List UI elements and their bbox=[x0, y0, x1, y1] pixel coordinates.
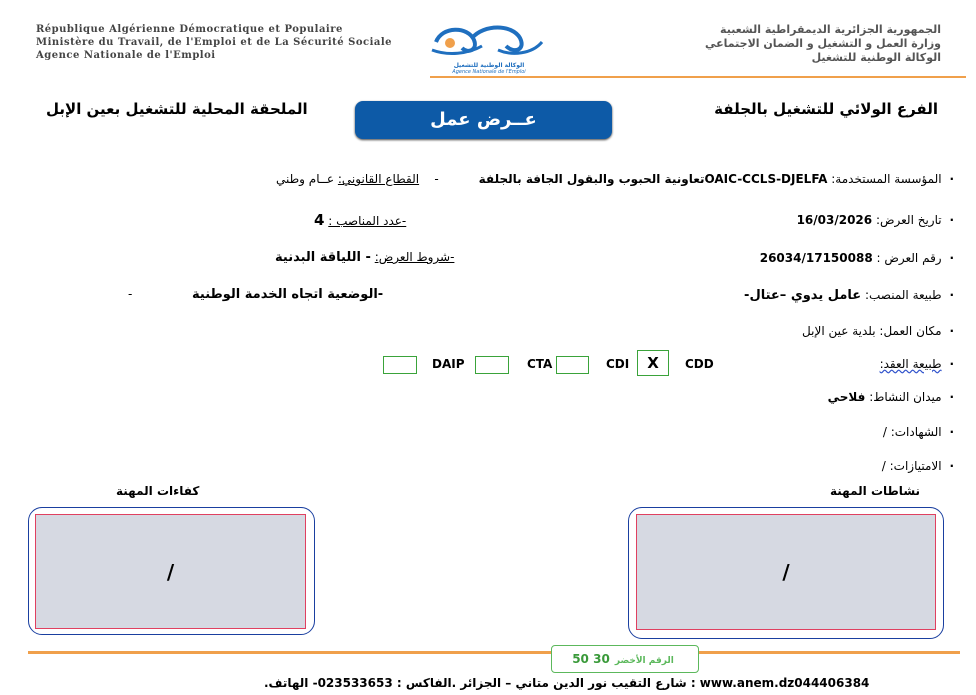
activities-panel bbox=[628, 507, 944, 639]
header-fr-line-2: Ministère du Travail, de l'Emploi et de La Sécurité Sociale bbox=[36, 37, 393, 48]
green-number-badge bbox=[551, 645, 699, 673]
contract-cta-checkbox[interactable] bbox=[556, 356, 589, 374]
skills-panel-title: كفاءات المهنة bbox=[116, 484, 200, 498]
header-fr-line-3: Agence Nationale de l'Emploi bbox=[36, 50, 216, 61]
date-value: 16/03/2026 bbox=[796, 213, 873, 227]
workplace-value: بلدية عين الإبل bbox=[802, 324, 876, 338]
contract-cdd-label: CDD bbox=[685, 357, 714, 371]
positions-value: 4 bbox=[314, 211, 325, 229]
contract-label: طبيعة العقد: bbox=[879, 357, 942, 371]
offer-number-label: رقم العرض : bbox=[876, 251, 942, 265]
row-benefits: · الامتيازات: / bbox=[881, 459, 954, 473]
header-ar-line-2: وزارة العمل و التشغيل و الضمان الاجتماعي bbox=[705, 37, 941, 50]
row-employer: · المؤسسة المستخدمة: OAIC-CCLS-DJELFAتعاونية الحبوب والبقول الجافة بالجلفة bbox=[478, 172, 954, 186]
offer-number-value: 26034/17150088 bbox=[759, 251, 873, 265]
activity-field-label: ميدان النشاط: bbox=[869, 390, 942, 404]
diplomas-label: الشهادات: bbox=[890, 425, 942, 439]
military-dash: - bbox=[128, 287, 133, 301]
contract-daip-checkbox[interactable] bbox=[383, 356, 417, 374]
conditions-label: -شروط العرض: bbox=[374, 250, 455, 264]
title-branch-right: الفرع الولائي للتشغيل بالجلفة bbox=[714, 100, 938, 118]
row-date: · تاريخ العرض: 16/03/2026 bbox=[796, 213, 954, 227]
sector-label: القطاع القانوني: bbox=[337, 172, 420, 186]
contract-daip-label: DAIP bbox=[432, 357, 465, 371]
employer-label: المؤسسة المستخدمة: bbox=[831, 172, 942, 186]
conditions-value: - اللياقة البدنية bbox=[275, 250, 371, 265]
diplomas-value: / bbox=[882, 425, 887, 439]
row-workplace: · مكان العمل: بلدية عين الإبل bbox=[802, 324, 954, 338]
row-conditions bbox=[275, 250, 454, 265]
sector-dash: - bbox=[434, 172, 439, 186]
contract-extra-checkbox[interactable] bbox=[475, 356, 509, 374]
anem-logo bbox=[428, 20, 550, 75]
military-value: -الوضعية اتجاه الخدمة الوطنية bbox=[192, 287, 384, 302]
header-orange-rule bbox=[430, 76, 966, 78]
row-offer-number: · رقم العرض : 26034/17150088 bbox=[759, 251, 954, 265]
contract-cdi-label: CDI bbox=[606, 357, 630, 371]
position-value: عامل يدوي –عتال- bbox=[744, 288, 862, 303]
skills-panel bbox=[28, 507, 315, 635]
activities-panel-content: / bbox=[636, 514, 936, 630]
contract-cdi-checkbox[interactable]: X bbox=[637, 350, 669, 376]
header-fr-line-1: République Algérienne Démocratique et Populaire bbox=[36, 24, 343, 35]
footer-orange-rule bbox=[28, 651, 960, 654]
benefits-label: الامتيازات: bbox=[889, 459, 942, 473]
green-number-label: الرقم الأخضر bbox=[614, 656, 674, 666]
logo-fr-text: Agence Nationale de l'Emploi bbox=[452, 69, 526, 75]
employer-value: OAIC-CCLS-DJELFAتعاونية الحبوب والبقول الجافة بالجلفة bbox=[478, 172, 828, 186]
offer-title-banner: عــرض عمل bbox=[355, 101, 612, 139]
row-sector bbox=[276, 172, 439, 186]
contract-cta-label: CTA bbox=[527, 357, 553, 371]
activity-field-value: فلاحي bbox=[827, 390, 866, 404]
skills-panel-content: / bbox=[35, 514, 306, 629]
position-label: طبيعة المنصب: bbox=[864, 288, 942, 302]
row-military bbox=[192, 287, 383, 302]
anem-logo-icon bbox=[428, 20, 550, 58]
sector-value: عــام وطني bbox=[276, 172, 335, 186]
benefits-value: / bbox=[881, 459, 886, 473]
row-diplomas: · الشهادات: / bbox=[882, 425, 954, 439]
row-activity-field: · ميدان النشاط: فلاحي bbox=[827, 390, 954, 404]
title-branch-left: الملحقة المحلية للتشغيل بعين الإبل bbox=[46, 100, 308, 118]
activities-panel-title: نشاطات المهنة bbox=[830, 484, 921, 498]
header-ar-line-3: الوكالة الوطنية للتشغيل bbox=[811, 51, 941, 64]
footer-address: www.anem.dz044406384 : شارع التقيب نور الدين متاني – الجزائر .الفاكس : 023533653- الهاتف. bbox=[264, 676, 870, 690]
header-ar-line-1: الجمهورية الجزائرية الديمقراطية الشعبية bbox=[720, 23, 941, 36]
positions-label: -عدد المناصب : bbox=[328, 214, 407, 228]
row-position: · طبيعة المنصب: عامل يدوي –عتال- bbox=[744, 288, 954, 303]
date-label: تاريخ العرض: bbox=[875, 213, 942, 227]
row-positions bbox=[314, 211, 406, 229]
green-number-value: 30 50 bbox=[572, 652, 610, 666]
workplace-label: مكان العمل: bbox=[879, 324, 942, 338]
logo-ar-text: الوكالة الوطنية للتشغيل bbox=[453, 62, 525, 69]
row-contract: · طبيعة العقد: bbox=[879, 357, 954, 371]
